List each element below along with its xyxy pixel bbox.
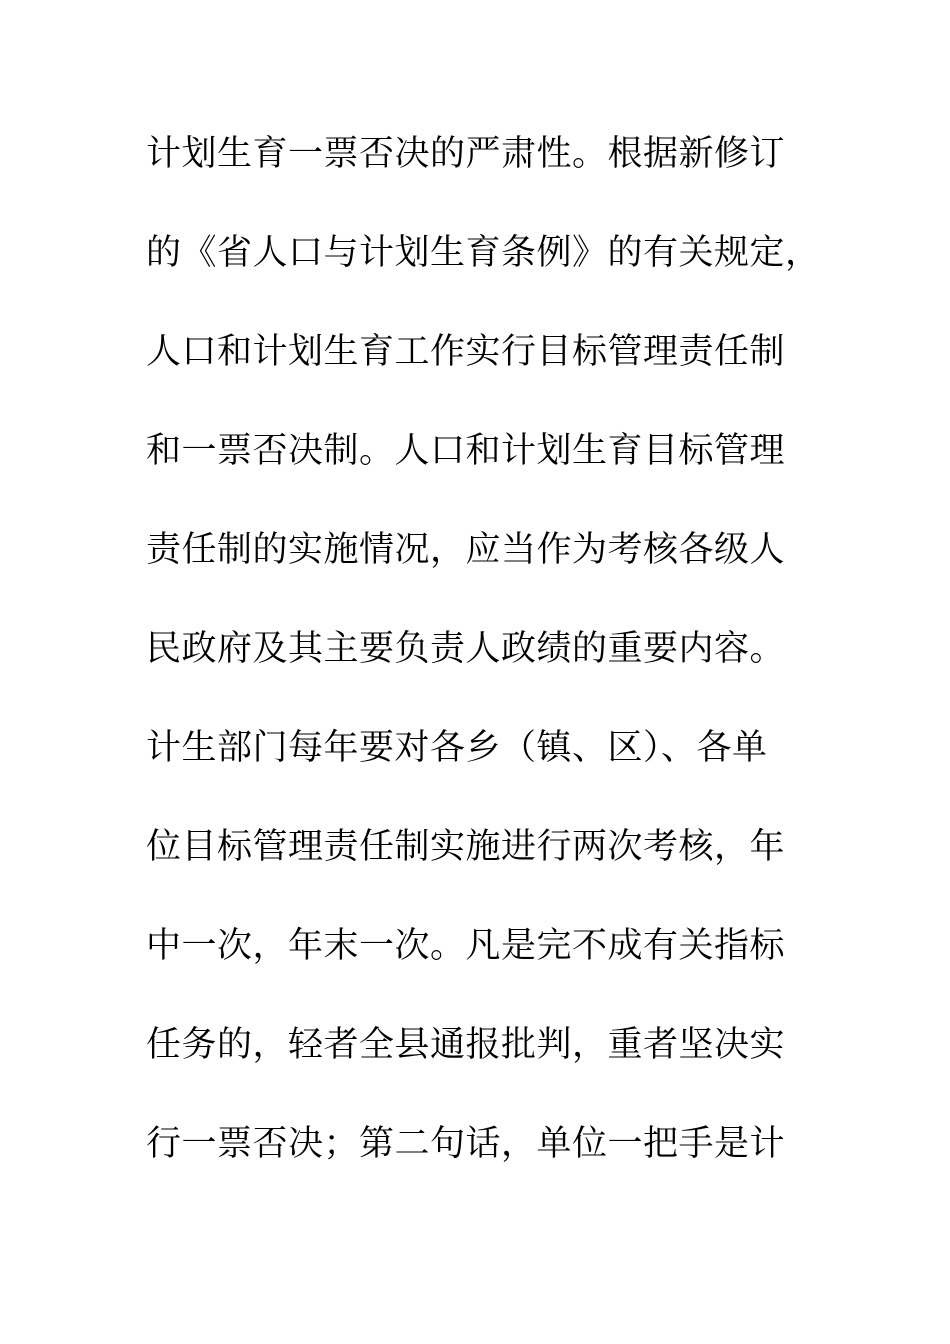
- text-line-5: 责任制的实施情况，应当作为考核各级人: [146, 530, 786, 570]
- text-line-9: 中一次，年末一次。凡是完不成有关指标: [146, 926, 786, 966]
- text-line-7: 计生部门每年要对各乡（镇、区）、各单: [146, 728, 768, 768]
- text-line-3: 人口和计划生育工作实行目标管理责任制: [146, 332, 786, 372]
- text-line-4: 和一票否决制。人口和计划生育目标管理: [146, 431, 786, 471]
- text-line-6: 民政府及其主要负责人政绩的重要内容。: [146, 629, 786, 669]
- text-line-11: 行一票否决；第二句话，单位一把手是计: [146, 1124, 786, 1164]
- text-line-1: 计划生育一票否决的严肃性。根据新修订: [146, 134, 786, 174]
- text-line-2: 的《省人口与计划生育条例》的有关规定，: [146, 233, 821, 273]
- body-text: [146, 124, 821, 1213]
- text-line-8: 位目标管理责任制实施进行两次考核，年: [146, 827, 786, 867]
- text-line-10: 任务的，轻者全县通报批判，重者坚决实: [146, 1025, 786, 1065]
